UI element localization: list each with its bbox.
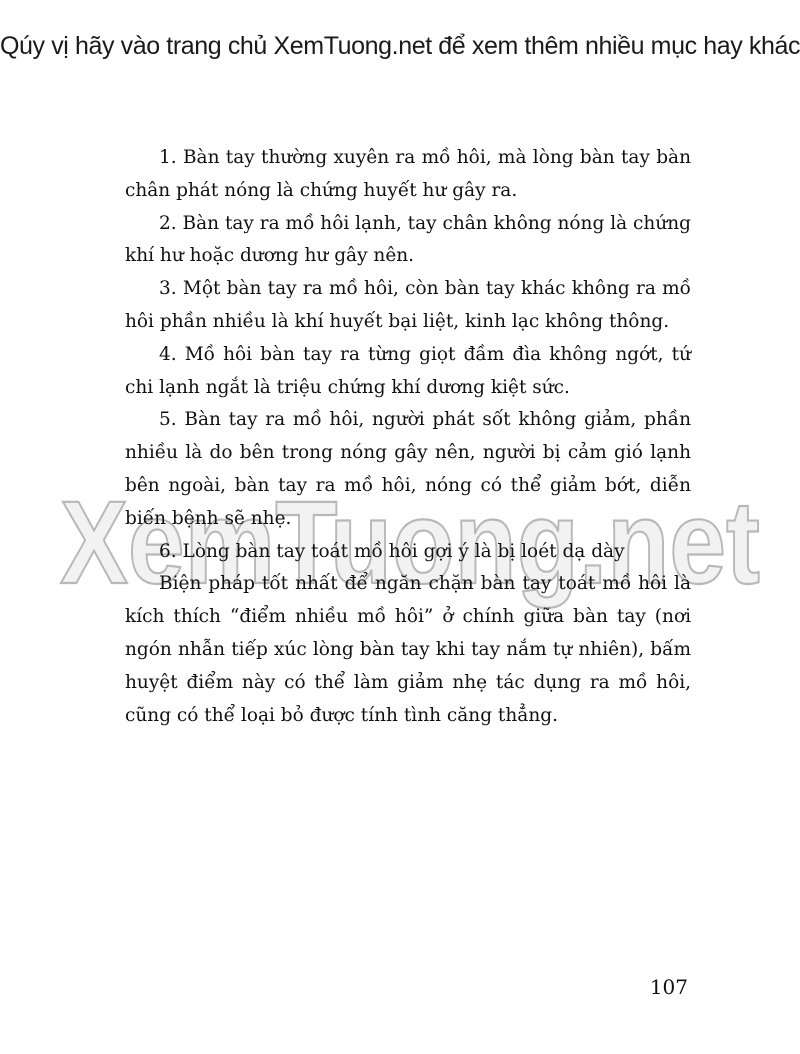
paragraph-4: 4. Mồ hôi bàn tay ra từng giọt đầm đìa không ngớt, tứ chi lạnh ngắt là triệu chứng khí dương kiệt sức. — [125, 343, 691, 398]
document-body — [125, 142, 691, 732]
paragraph-7: Biện pháp tốt nhất để ngăn chặn bàn tay toát mồ hôi là kích thích “điểm nhiều mồ hôi” ở chính giữa bàn tay (nơi ngón nhẫn tiếp xúc lòng bàn tay khi tay nắm tự nhiên), bấm huyệt điểm này có thể làm giảm nhẹ tác dụng ra mồ hôi, cũng có thể loại bỏ được tính tình căng thẳng. — [125, 573, 691, 726]
site-banner: Qúy vị hãy vào trang chủ XemTuong.net để xem thêm nhiều mục hay khác — [0, 32, 800, 60]
paragraph-2: 2. Bàn tay ra mồ hôi lạnh, tay chân không nóng là chứng khí hư hoặc dương hư gây nên. — [125, 212, 691, 267]
paragraph-5: 5. Bàn tay ra mồ hôi, người phát sốt không giảm, phần nhiều là do bên trong nóng gây nên, người bị cảm gió lạnh bên ngoài, bàn tay ra mồ hôi, nóng có thể giảm bớt, diễn biến bệnh sẽ nhẹ. — [125, 409, 691, 529]
paragraph-6: 6. Lòng bàn tay toát mồ hôi gợi ý là bị loét dạ dày — [159, 540, 625, 562]
page-number: 107 — [649, 975, 688, 999]
watermark-text: XemTuong.net — [60, 477, 760, 609]
paragraph-1: 1. Bàn tay thường xuyên ra mồ hôi, mà lòng bàn tay bàn chân phát nóng là chứng huyết hư gây ra. — [125, 147, 691, 201]
paragraph-3: 3. Một bàn tay ra mồ hôi, còn bàn tay khác không ra mồ hôi phần nhiều là khí huyết bại liệt, kinh lạc không thông. — [125, 278, 691, 332]
